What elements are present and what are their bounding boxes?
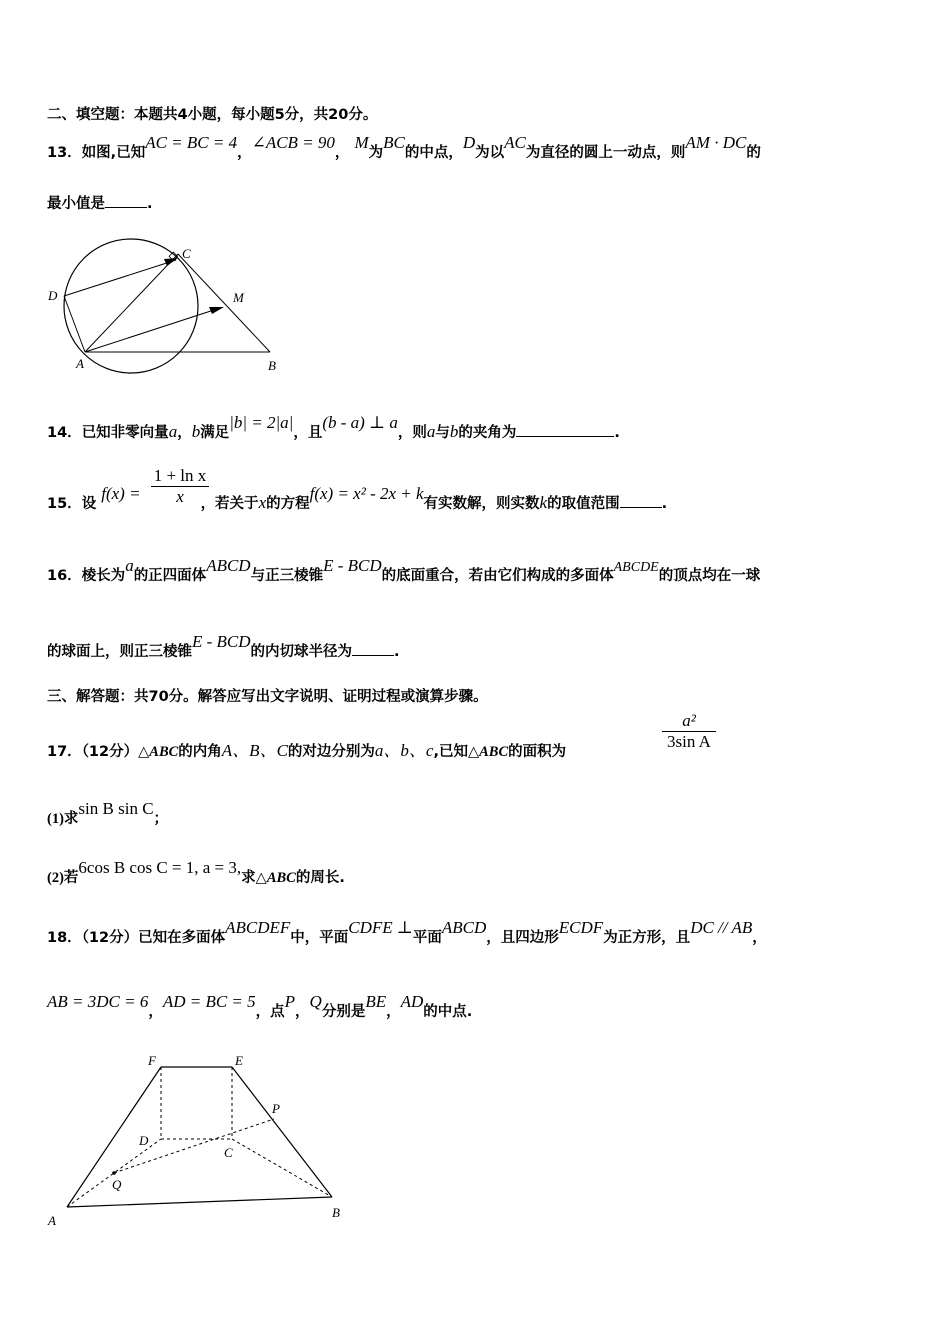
answer-blank	[105, 194, 147, 208]
math: ABCD	[441, 918, 487, 937]
figure-13-circle	[40, 228, 290, 378]
math: a	[168, 422, 178, 441]
question-13-line-2	[47, 192, 153, 213]
math: E - BCD	[192, 632, 251, 651]
text: 的底面重合，若由它们构成的多面体	[381, 568, 614, 584]
math: ABC	[149, 744, 179, 760]
math: E - BCD	[323, 556, 382, 575]
text: 如图,已知	[81, 145, 146, 161]
text: （12分）已知在多面体	[81, 930, 226, 946]
answer-blank	[620, 494, 662, 508]
question-13-line-1	[47, 133, 761, 162]
math: (b - a) ⊥ a	[322, 413, 398, 432]
section-heading-solutions: 三、解答题：共70分。解答应写出文字说明、证明过程或演算步骤。	[47, 689, 488, 705]
math: A、B、C	[221, 741, 288, 760]
text: 的	[746, 145, 761, 161]
label-f: F	[148, 1053, 156, 1068]
text: 的面积为	[508, 744, 567, 760]
text: ，	[295, 1004, 310, 1020]
text: 的取值范围	[547, 496, 620, 512]
question-number: 16．	[47, 568, 82, 584]
text: 的内切球半径为	[250, 644, 353, 660]
text: ,已知△	[433, 744, 480, 760]
math: AD	[400, 992, 424, 1011]
text: 为正方形，且	[603, 930, 691, 946]
text: 的中点.	[423, 1004, 473, 1020]
question-number: 14．	[47, 425, 82, 441]
math: a	[125, 556, 134, 575]
text: 中，平面	[290, 930, 349, 946]
fraction-f	[151, 466, 209, 507]
text: (2)若	[47, 870, 79, 886]
section-heading-fill-in: 二、填空题：本题共4小题，每小题5分，共20分。	[47, 107, 378, 123]
math: sin B sin C	[78, 799, 154, 818]
math: D	[462, 133, 476, 152]
text: 与正三棱锥	[250, 568, 324, 584]
math: AD = BC = 5	[162, 992, 256, 1011]
text: ，	[752, 930, 767, 946]
math: CDFE ⊥	[348, 918, 413, 937]
question-number: 15．	[47, 496, 82, 512]
math: a	[426, 422, 436, 441]
math: BC	[383, 133, 405, 152]
text: ，且四边形	[486, 930, 559, 946]
fraction-numerator: 1 + ln x	[153, 466, 207, 485]
text: ，	[386, 1004, 401, 1020]
text: .	[614, 425, 620, 441]
text: .	[147, 196, 153, 212]
math: a、b、c	[374, 741, 434, 760]
text: 最小值是	[47, 196, 105, 212]
fraction-denominator: 3sin A	[667, 732, 711, 751]
question-number: 18．	[47, 930, 82, 946]
question-17-part-2	[47, 858, 345, 887]
label-p: P	[272, 1101, 280, 1116]
math: b	[191, 422, 201, 441]
text: ，	[148, 1004, 163, 1020]
label-d: D	[139, 1133, 149, 1148]
text: 满足	[200, 425, 230, 441]
text: ，	[237, 145, 252, 161]
math: ECDF	[558, 918, 604, 937]
text: 的内角	[178, 744, 222, 760]
label-b: B	[268, 358, 276, 373]
text: ，点	[255, 1004, 285, 1020]
text: 的对边分别为	[287, 744, 375, 760]
text: ，且	[293, 425, 323, 441]
math: x	[258, 493, 267, 512]
text: 与	[435, 425, 450, 441]
math: AC = BC = 4	[145, 133, 238, 152]
math: P	[284, 992, 296, 1011]
math: f(x) =	[101, 484, 141, 503]
text: ，	[334, 145, 350, 161]
text: ，则	[397, 425, 427, 441]
label-d: D	[48, 288, 58, 303]
math: ABCD	[206, 556, 251, 575]
label-m: M	[233, 290, 244, 305]
text: 的顶点均在一球	[658, 568, 761, 584]
question-14	[47, 413, 620, 442]
answer-blank	[352, 642, 394, 656]
math: M	[354, 133, 369, 152]
text: 分别是	[321, 1004, 366, 1020]
question-18-line-1	[47, 918, 767, 947]
math: AB = 3DC = 6	[47, 992, 149, 1011]
math: DC // AB	[690, 918, 753, 937]
math: ABCDE	[613, 560, 659, 575]
math: ABC	[479, 744, 509, 760]
math: b	[449, 422, 459, 441]
text: 为	[368, 145, 384, 161]
math: 6cos B cos C = 1, a = 3,	[78, 858, 242, 877]
label-q: Q	[112, 1177, 122, 1192]
math: |b| = 2|a|	[229, 413, 294, 432]
question-16-line-1	[47, 556, 761, 585]
question-15	[47, 484, 668, 513]
text: 的球面上，则正三棱锥	[47, 644, 192, 660]
text: 平面	[412, 930, 442, 946]
question-16-line-2	[47, 632, 400, 661]
text: (1)求	[47, 811, 79, 827]
math: f(x) = x² - 2x + k	[309, 484, 424, 503]
question-17	[47, 736, 566, 761]
math: AC	[504, 133, 526, 152]
question-number: 13．	[47, 145, 82, 161]
text: .	[661, 496, 668, 512]
question-number: 17．	[47, 744, 82, 760]
label-a: A	[76, 356, 84, 371]
label-b: B	[332, 1205, 340, 1220]
question-17-part-1	[47, 799, 169, 828]
text: 的正四面体	[133, 568, 207, 584]
text: ，	[177, 425, 192, 441]
text: 已知非零向量	[81, 425, 169, 441]
math: Q	[309, 992, 322, 1011]
answer-blank	[516, 423, 614, 437]
text: （12分）△	[81, 744, 150, 760]
math: BE	[365, 992, 387, 1011]
label-c: C	[224, 1145, 233, 1160]
text: 的中点，	[404, 145, 463, 161]
fraction-denominator: x	[176, 487, 184, 506]
text: 的周长.	[295, 870, 345, 886]
figure-18-polyhedron	[40, 1045, 360, 1235]
question-18-line-2	[47, 992, 473, 1021]
math: ABC	[266, 870, 296, 886]
fraction-numerator: a²	[682, 711, 696, 730]
text: 的夹角为	[458, 425, 517, 441]
text: ；	[153, 811, 169, 827]
text: 为以	[475, 145, 505, 161]
math: ∠ACB = 90	[251, 133, 335, 152]
math: AM · DC	[685, 133, 747, 152]
text: 求△	[241, 870, 267, 886]
label-e: E	[235, 1053, 243, 1068]
text: .	[394, 644, 400, 660]
text: 棱长为	[81, 568, 126, 584]
text: 设	[81, 496, 97, 512]
math: k	[539, 493, 548, 512]
text: 有实数解，则实数	[423, 496, 540, 512]
fraction-area	[662, 711, 716, 752]
text: ，若关于	[200, 496, 259, 512]
label-a: A	[48, 1213, 56, 1228]
math: ABCDEF	[225, 918, 291, 937]
label-c: C	[182, 246, 191, 261]
text: 的方程	[266, 496, 310, 512]
text: 为直径的圆上一动点，则	[525, 145, 686, 161]
